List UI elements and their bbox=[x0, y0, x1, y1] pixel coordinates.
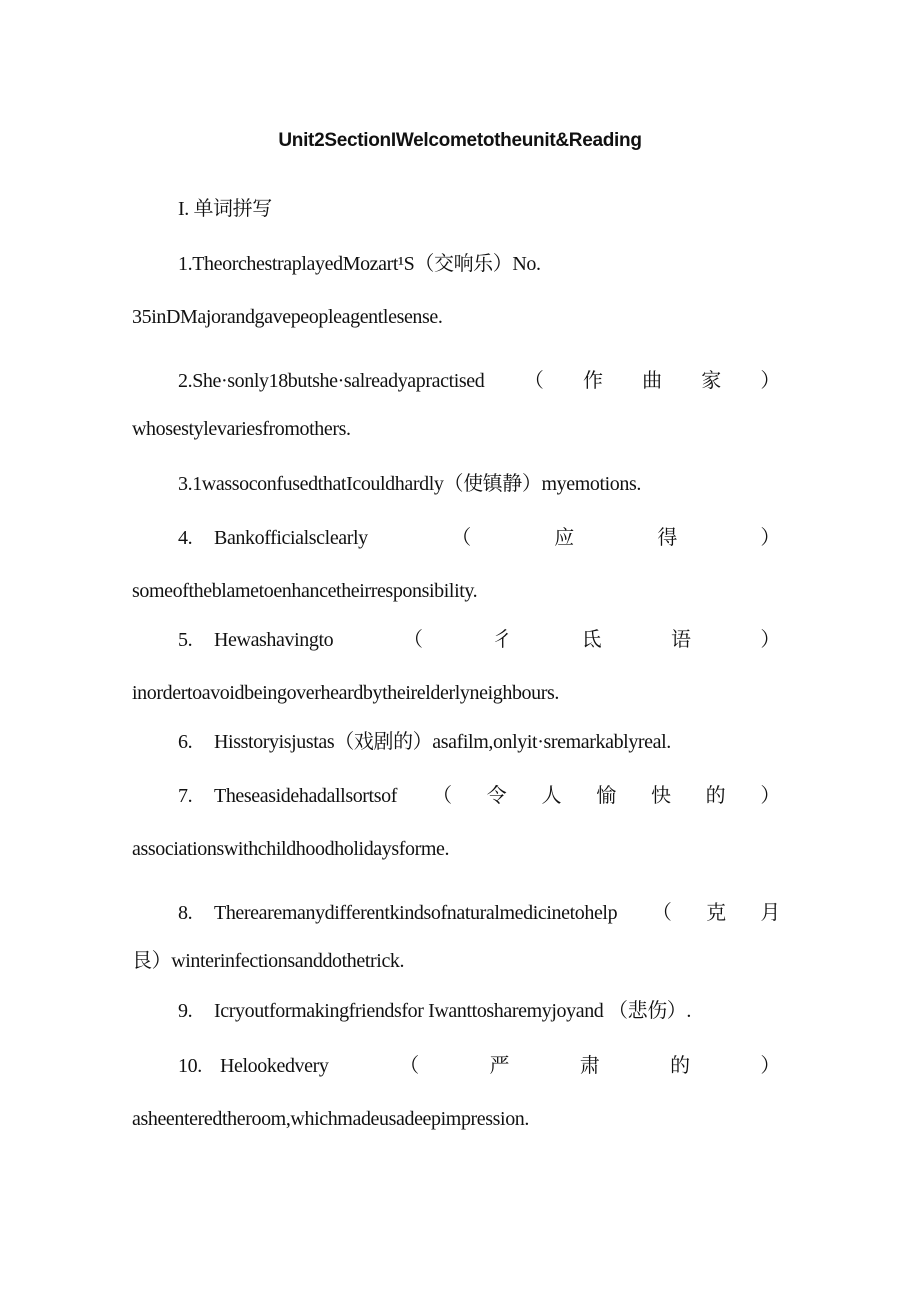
item-3-text: 1wassoconfusedthatIcouldhardly（使镇静）myemotions. bbox=[192, 473, 641, 495]
item-7-text bbox=[178, 783, 397, 809]
item-2-blank-3: 家 bbox=[701, 370, 721, 392]
item-8-number: 8. bbox=[178, 902, 193, 924]
item-1-number: 1. bbox=[178, 253, 193, 275]
item-6-text: Hisstoryisjustas（戏剧的）asafilm,onlyit·sremarkablyreal. bbox=[214, 731, 671, 753]
item-7 bbox=[178, 783, 780, 809]
item-2-text bbox=[178, 368, 484, 394]
item-6 bbox=[178, 729, 671, 755]
section-heading: I. 单词拼写 bbox=[178, 198, 272, 220]
item-1-continuation: 35inDMajorandgavepeopleagentlesense. bbox=[132, 306, 443, 328]
item-8-blank-0: （ bbox=[651, 902, 672, 924]
item-7-number: 7. bbox=[178, 785, 193, 807]
item-9-number: 9. bbox=[178, 1000, 193, 1022]
item-7-continuation: associationswithchildhoodholidaysforme. bbox=[132, 838, 450, 860]
item-9 bbox=[178, 998, 691, 1024]
item-5-blank-4: ） bbox=[760, 629, 780, 651]
item-5-continuation: inordertoavoidbeingoverheardbytheirelderlyneighbours. bbox=[132, 682, 559, 704]
item-8-sentence: Therearemanydifferentkindsofnaturalmedicinetohelp bbox=[214, 902, 618, 924]
item-4-continuation: someoftheblametoenhancetheirresponsibility. bbox=[132, 580, 478, 602]
item-8 bbox=[178, 900, 780, 926]
page-title: Unit2SectionIWelcometotheunit&Reading bbox=[278, 130, 642, 151]
item-4-blank-1: 应 bbox=[554, 527, 574, 549]
item-8-continuation: 艮）winterinfectionsanddothetrick. bbox=[132, 950, 405, 972]
item-7-blank-0: （ bbox=[432, 785, 452, 807]
item-5-blank-2: 氐 bbox=[581, 629, 602, 651]
item-8-text bbox=[178, 900, 617, 926]
item-10 bbox=[178, 1053, 780, 1079]
item-7-blank-6: ） bbox=[760, 785, 780, 807]
item-8-blank-2: 月 bbox=[760, 902, 780, 924]
item-2-blank-0: （ bbox=[523, 370, 544, 392]
item-10-blank-3: 的 bbox=[670, 1055, 690, 1077]
item-6-number: 6. bbox=[178, 731, 193, 753]
item-2-blank-4: ） bbox=[760, 370, 780, 392]
item-7-blank-5: 的 bbox=[705, 785, 726, 807]
item-5-sentence: Hewashavingto bbox=[214, 629, 334, 651]
item-2-sentence: She·sonly18butshe·salreadyapractised bbox=[192, 370, 485, 392]
item-4-blank-0: （ bbox=[451, 527, 471, 549]
item-2-number: 2. bbox=[178, 370, 193, 392]
item-5-number: 5. bbox=[178, 629, 193, 651]
item-2-blank-2: 曲 bbox=[642, 370, 662, 392]
item-10-continuation: asheenteredtheroom,whichmadeusadeepimpression. bbox=[132, 1108, 530, 1130]
item-10-blank-2: 肃 bbox=[579, 1055, 600, 1077]
item-10-sentence: Helookedvery bbox=[220, 1055, 329, 1077]
item-4 bbox=[178, 525, 780, 551]
item-1 bbox=[178, 251, 541, 277]
item-4-sentence: Bankofficialsclearly bbox=[214, 527, 368, 549]
item-5-blank-0: （ bbox=[402, 629, 423, 651]
item-2-blank-1: 作 bbox=[583, 370, 603, 392]
item-4-number: 4. bbox=[178, 527, 193, 549]
item-5-blank-1: 彳 bbox=[492, 629, 512, 651]
item-5-text bbox=[178, 627, 333, 653]
item-7-blank-4: 快 bbox=[650, 785, 671, 807]
item-10-number: 10. bbox=[178, 1055, 202, 1077]
item-5-blank-3: 语 bbox=[670, 629, 691, 651]
item-10-blank-1: 严 bbox=[489, 1055, 510, 1077]
item-7-sentence: Theseasidehadallsortsof bbox=[214, 785, 397, 807]
item-4-blank-2: 得 bbox=[657, 527, 677, 549]
item-4-blank-3: ） bbox=[760, 527, 780, 549]
item-10-blank-4: ） bbox=[760, 1055, 780, 1077]
item-1-text: TheorchestraplayedMozart¹S（交响乐）No. bbox=[192, 253, 541, 275]
item-2-continuation: whosestylevariesfromothers. bbox=[132, 418, 351, 440]
item-4-text bbox=[178, 525, 368, 551]
item-2 bbox=[178, 368, 780, 394]
item-7-blank-1: 令 bbox=[486, 785, 507, 807]
item-9-text: Icryoutformakingfriendsfor Iwanttosharemyjoyand （悲伤）. bbox=[214, 1000, 692, 1022]
item-8-blank-1: 克 bbox=[706, 902, 726, 924]
item-7-blank-3: 愉 bbox=[596, 785, 616, 807]
item-3-number: 3. bbox=[178, 473, 193, 495]
item-5 bbox=[178, 627, 780, 653]
item-3 bbox=[178, 471, 641, 497]
item-10-text bbox=[178, 1053, 329, 1079]
item-10-blank-0: （ bbox=[399, 1055, 419, 1077]
item-7-blank-2: 人 bbox=[541, 785, 562, 807]
